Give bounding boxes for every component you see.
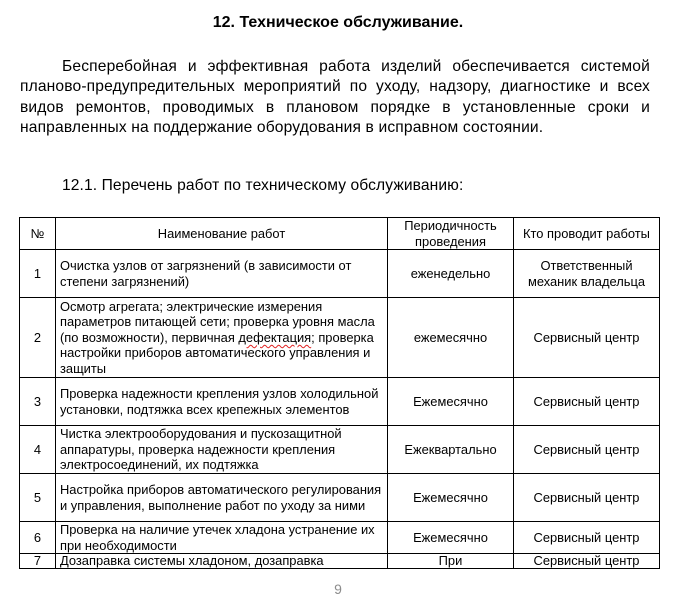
row-who: Сервисный центр — [514, 474, 660, 522]
header-period: Периодичность проведения — [388, 218, 514, 250]
row-period: Ежеквартально — [388, 426, 514, 474]
row-name: Настройка приборов автоматического регулирования и управления, выполнение работ по уходу за ними — [56, 474, 388, 522]
table-row — [20, 554, 660, 569]
row-period: Ежемесячно — [388, 522, 514, 554]
intro-paragraph: Бесперебойная и эффективная работа изделий обеспечивается системой планово-предупредительных мероприятий по уходу, надзору, диагностике и всех видов ремонтов, проводимых в плановом порядке в установленные сроки и направленных на поддержание оборудования в исправном состоянии. — [20, 58, 650, 137]
row-who: Сервисный центр — [514, 522, 660, 554]
row-num: 2 — [20, 298, 56, 378]
row-num: 5 — [20, 474, 56, 522]
row-period: Ежемесячно — [388, 474, 514, 522]
table-row — [20, 250, 660, 298]
row-who: Сервисный центр — [514, 298, 660, 378]
row-name-part: Осмотр агрегата; электрические измерения параметров питающей сети; проверка уровня масла (по возможности), первичная — [60, 298, 375, 345]
row-name: Проверка надежности крепления узлов холодильной установки, подтяжка всех крепежных элементов — [56, 378, 388, 426]
row-num: 4 — [20, 426, 56, 474]
table-header-row — [20, 218, 660, 250]
row-num: 6 — [20, 522, 56, 554]
row-who: Сервисный центр — [514, 554, 660, 569]
row-name: Очистка узлов от загрязнений (в зависимости от степени загрязнений) — [56, 250, 388, 298]
table-row — [20, 426, 660, 474]
row-num: 3 — [20, 378, 56, 426]
row-who: Ответственный механик владельца — [514, 250, 660, 298]
spellcheck-flagged-word: дефектация — [238, 329, 312, 345]
row-period: еженедельно — [388, 250, 514, 298]
header-num: № — [20, 218, 56, 250]
subsection-title: 12.1. Перечень работ по техническому обслуживанию: — [62, 177, 464, 194]
table-row — [20, 298, 660, 378]
row-period: При — [388, 554, 514, 569]
row-name-part: ; проверка настройки приборов автоматического управления и защиты — [60, 329, 374, 376]
row-name: Чистка электрооборудования и пускозащитной аппаратуры, проверка надежности крепления электросоединений, их подтяжка — [56, 426, 388, 474]
row-period: Ежемесячно — [388, 378, 514, 426]
table-row — [20, 378, 660, 426]
maintenance-table — [19, 217, 660, 569]
row-num: 7 — [20, 554, 56, 569]
row-num: 1 — [20, 250, 56, 298]
table-row — [20, 522, 660, 554]
section-title: 12. Техническое обслуживание. — [212, 14, 464, 31]
row-period: ежемесячно — [388, 298, 514, 378]
row-name — [56, 298, 388, 378]
row-name: Проверка на наличие утечек хладона устранение их при необходимости — [56, 522, 388, 554]
row-name: Дозаправка системы хладоном, дозаправка — [56, 554, 388, 569]
page-number: 9 — [334, 581, 342, 597]
header-who: Кто проводит работы — [514, 218, 660, 250]
header-name: Наименование работ — [56, 218, 388, 250]
table-row — [20, 474, 660, 522]
row-who: Сервисный центр — [514, 378, 660, 426]
row-who: Сервисный центр — [514, 426, 660, 474]
